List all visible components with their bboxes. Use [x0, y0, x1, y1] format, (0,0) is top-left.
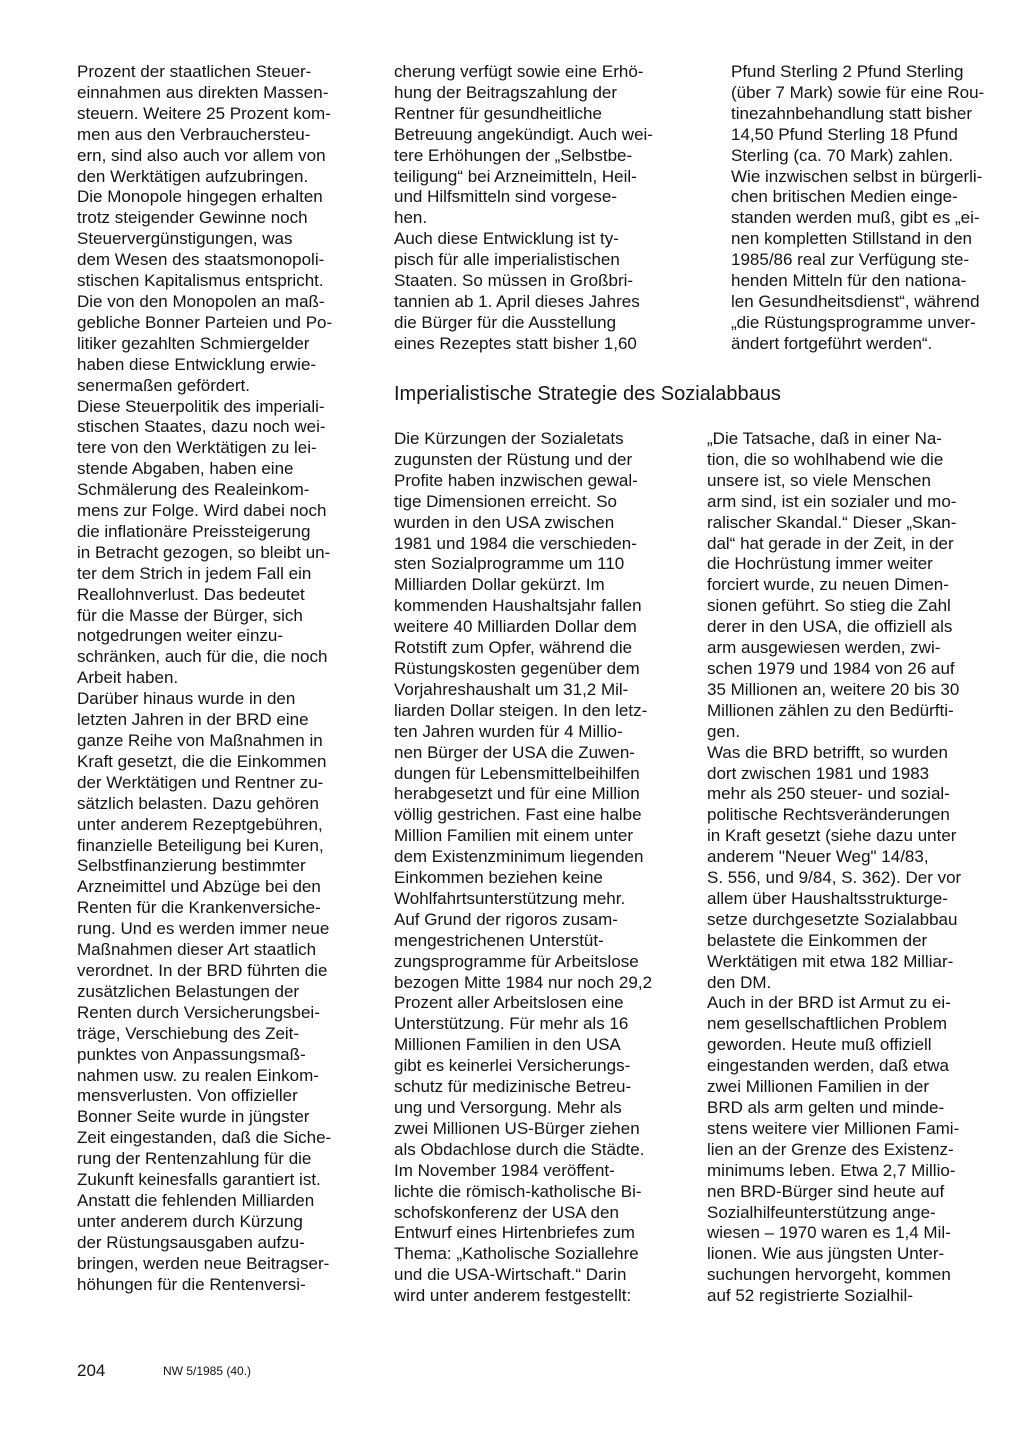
journal-issue: NW 5/1985 (40.) [163, 1364, 252, 1378]
text-line: men aus den Verbrauchersteu- [77, 124, 311, 144]
text-line: wurden in den USA zwischen [394, 512, 615, 532]
text-line: Arzneimittel und Abzüge bei den [77, 877, 321, 897]
paragraph [77, 397, 369, 690]
text-line: rung der Rentenzahlung für die [77, 1149, 312, 1169]
text-line: verordnet. In der BRD führten die [77, 960, 328, 980]
text-line: Diese Steuerpolitik des imperiali- [77, 396, 325, 416]
text-line: ung und Versorgung. Mehr als [394, 1098, 622, 1117]
text-line: notgedrungen weiter einzu- [77, 626, 284, 646]
text-line: punktes von Anpassungsmaß- [77, 1044, 306, 1064]
text-line: Bonner Seite wurde in jüngster [77, 1107, 310, 1127]
text-line: suchungen hervorgeht, kommen [707, 1265, 951, 1285]
text-line: zwei Millionen US-Bürger ziehen [394, 1118, 640, 1138]
text-line: eines Rezeptes statt bisher 1,60 [394, 333, 637, 353]
text-line: Wohlfahrtsunterstützung mehr. [394, 888, 626, 908]
text-line: in Betracht gezogen, so bleibt un- [77, 542, 331, 562]
text-line: steuern. Weitere 25 Prozent kom- [77, 103, 331, 123]
text-line: dal“ hat gerade in der Zeit, in der [707, 533, 954, 553]
paragraph [731, 62, 999, 355]
text-line: lichte die römisch-katholische Bi- [394, 1181, 642, 1201]
text-line: Die von den Monopolen an maß- [77, 291, 325, 311]
text-line: mens zur Folge. Wird dabei noch [77, 501, 327, 521]
text-line: hung der Beitragszahlung der [394, 82, 618, 102]
text-line: tion, die so wohlhabend wie die [707, 449, 944, 469]
text-line: Entwurf eines Hirtenbriefes zum [394, 1223, 635, 1243]
text-line: cherung verfügt sowie eine Erhö- [394, 62, 644, 81]
text-line: Einkommen beziehen keine [394, 868, 603, 888]
text-column-4 [394, 429, 684, 1307]
text-line: geworden. Heute muß offiziell [707, 1035, 932, 1055]
text-line: mensverlusten. Von offizieller [77, 1086, 298, 1106]
text-line: Milliarden Dollar gekürzt. Im [394, 575, 605, 595]
text-line: nen kompletten Stillstand in den [731, 229, 972, 249]
text-line: Wie inzwischen selbst in bürgerli- [731, 166, 983, 186]
text-line: ern, sind also auch vor allem von [77, 145, 326, 165]
text-line: dungen für Lebensmittelbeihilfen [394, 763, 640, 783]
text-line: Rüstungskosten gegenüber dem [394, 658, 640, 678]
text-line: zusätzlichen Belastungen der [77, 981, 300, 1001]
text-line: Million Familien mit einem unter [394, 826, 634, 846]
text-line: lionen. Wie aus jüngsten Unter- [707, 1244, 945, 1264]
text-line: senermaßen gefördert. [77, 375, 250, 395]
text-line: schränken, auch für die, die noch [77, 647, 328, 667]
text-line: henden Mitteln für den nationa- [731, 271, 967, 291]
text-line: sätzlich belasten. Dazu gehören [77, 793, 319, 813]
text-line: allem über Haushaltsstrukturge- [707, 888, 948, 908]
text-line: in Kraft gesetzt (siehe dazu unter [707, 826, 957, 846]
text-line: träge, Verschiebung des Zeit- [77, 1023, 300, 1043]
text-line: tannien ab 1. April dieses Jahres [394, 291, 640, 311]
text-line: len Gesundheitsdienst“, während [731, 291, 980, 311]
text-line: tinezahnbehandlung statt bisher [731, 103, 973, 123]
text-line: liarden Dollar steigen. In den letz- [394, 700, 648, 720]
text-line: rung. Und es werden immer neue [77, 919, 330, 939]
text-line: Zukunft keinesfalls garantiert ist. [77, 1170, 321, 1190]
text-line: „Die Tatsache, daß in einer Na- [707, 429, 942, 448]
text-line: Was die BRD betrifft, so wurden [707, 742, 948, 762]
text-line: standen werden muß, gibt es „ei- [731, 208, 980, 228]
text-line: letzten Jahren in der BRD eine [77, 710, 309, 730]
text-line: sionen geführt. So stieg die Zahl [707, 596, 951, 616]
text-line: gen. [707, 721, 741, 741]
text-line: ganze Reihe von Maßnahmen in [77, 731, 323, 750]
text-line: schutz für medizinische Betreu- [394, 1077, 632, 1097]
text-line: ter dem Strich in jedem Fall ein [77, 563, 312, 583]
text-line: Renten durch Versicherungsbei- [77, 1002, 320, 1022]
text-line: als Obdachlose durch die Städte. [394, 1139, 645, 1159]
text-line: chen britischen Medien einge- [731, 187, 958, 207]
text-line: bringen, werden neue Beitragser- [77, 1253, 330, 1273]
text-line: höhungen für die Rentenversi- [77, 1274, 306, 1294]
text-line: arm ausgewiesen werden, zwi- [707, 638, 941, 658]
text-line: lien an der Grenze des Existenz- [707, 1139, 954, 1159]
text-line: für die Masse der Bürger, sich [77, 605, 303, 625]
text-line: Prozent der staatlichen Steuer- [77, 62, 312, 81]
text-line: tige Dimensionen erreicht. So [394, 491, 618, 511]
text-line: ändert fortgeführt werden“. [731, 333, 933, 353]
text-line: Kraft gesetzt, die die Einkommen [77, 751, 327, 771]
text-line: belastete die Einkommen der [707, 930, 928, 950]
text-column-3 [731, 62, 999, 355]
text-line: eingestanden werden, daß etwa [707, 1056, 949, 1076]
text-line: Renten für die Krankenversiche- [77, 898, 321, 918]
text-line: Betreuung angekündigt. Auch wei- [394, 124, 653, 144]
text-line: Reallohnverlust. Das bedeutet [77, 584, 305, 604]
text-line: Arbeit haben. [77, 668, 179, 688]
text-line: die Bürger für die Ausstellung [394, 312, 617, 332]
text-line: 1981 und 1984 die verschieden- [394, 533, 637, 553]
text-line: nahmen usw. zu realen Einkom- [77, 1065, 319, 1085]
text-line: Darüber hinaus wurde in den [77, 689, 296, 709]
text-line: minimums leben. Etwa 2,7 Millio- [707, 1160, 956, 1180]
text-line: unter anderem Rezeptgebühren, [77, 814, 323, 834]
text-line: teiligung“ bei Arzneimitteln, Heil- [394, 166, 637, 186]
text-line: tere von den Werktätigen zu lei- [77, 438, 317, 458]
paragraph [77, 62, 369, 397]
text-line: forciert wurde, zu neuen Dimen- [707, 575, 949, 595]
text-line: die inflationäre Preissteigerung [77, 521, 311, 541]
text-line: bezogen Mitte 1984 nur noch 29,2 [394, 972, 653, 992]
text-line: dort zwischen 1981 und 1983 [707, 763, 930, 783]
paragraph [707, 429, 999, 743]
section-heading: Imperialistische Strategie des Sozialabbaus [394, 383, 781, 405]
text-line: nen BRD-Bürger sind heute auf [707, 1181, 945, 1201]
paragraph [707, 743, 999, 994]
text-line: politische Rechtsveränderungen [707, 805, 950, 825]
text-line: zwei Millionen Familien in der [707, 1077, 930, 1097]
text-line: Millionen Familien in den USA [394, 1035, 621, 1055]
text-line: auf 52 registrierte Sozialhil- [707, 1286, 913, 1306]
paragraph [394, 229, 684, 354]
text-line: Sterling (ca. 70 Mark) zahlen. [731, 145, 954, 165]
text-line: Auch in der BRD ist Armut zu ei- [707, 993, 951, 1013]
page-number: 204 [77, 1361, 106, 1380]
text-line: gebliche Bonner Parteien und Po- [77, 312, 333, 332]
text-line: zugunsten der Rüstung und der [394, 449, 633, 469]
text-line: Vorjahreshaushalt um 31,2 Mil- [394, 679, 629, 699]
text-line: Zeit eingestanden, daß die Siche- [77, 1128, 332, 1148]
text-line: zungsprogramme für Arbeitslose [394, 951, 639, 971]
text-line: Selbstfinanzierung bestimmter [77, 856, 306, 876]
text-line: einnahmen aus direkten Massen- [77, 82, 329, 102]
text-line: stischen Kapitalismus entspricht. [77, 271, 324, 291]
paragraph [394, 429, 684, 1307]
text-line: Profite haben inzwischen gewal- [394, 470, 638, 490]
text-line: Prozent aller Arbeitslosen eine [394, 993, 624, 1013]
text-line: arm sind, ist ein sozialer und mo- [707, 491, 957, 511]
text-line: stischen Staates, dazu noch wei- [77, 417, 326, 437]
text-line: Werktätigen mit etwa 182 Milliar- [707, 951, 954, 971]
text-line: wiesen – 1970 waren es 1,4 Mil- [707, 1223, 951, 1243]
text-line: den DM. [707, 972, 772, 992]
text-line: Sozialhilfeunterstützung ange- [707, 1202, 936, 1222]
text-line: und die USA-Wirtschaft.“ Darin [394, 1265, 627, 1285]
text-column-5 [707, 429, 999, 1307]
text-line: hen. [394, 208, 428, 228]
text-line: Millionen zählen zu den Bedürfti- [707, 700, 954, 720]
text-line: stende Abgaben, haben eine [77, 459, 294, 479]
text-line: Maßnahmen dieser Art staatlich [77, 940, 317, 960]
paragraph [77, 1191, 369, 1296]
text-line: herabgesetzt und für eine Million [394, 784, 640, 804]
text-line: tere Erhöhungen der „Selbstbe- [394, 145, 633, 165]
paragraph [707, 993, 999, 1307]
text-line: nen Bürger der USA die Zuwen- [394, 742, 635, 762]
text-line: den Werktätigen aufzubringen. [77, 166, 309, 186]
text-line: finanzielle Beteiligung bei Kuren, [77, 835, 324, 855]
text-line: Thema: „Katholische Soziallehre [394, 1244, 639, 1264]
text-line: setze durchgesetzte Sozialabbau [707, 909, 958, 929]
paragraph [77, 689, 369, 1191]
text-line: Pfund Sterling 2 Pfund Sterling [731, 62, 964, 81]
text-line: sten Sozialprogramme um 110 [394, 554, 625, 574]
text-line: 14,50 Pfund Sterling 18 Pfund [731, 124, 958, 144]
text-line: Staaten. So müssen in Großbri- [394, 271, 634, 291]
paragraph [394, 62, 684, 229]
text-line: weitere 40 Milliarden Dollar dem [394, 617, 637, 637]
text-line: Rentner für gesundheitliche [394, 103, 602, 123]
text-line: schofskonferenz der USA den [394, 1202, 619, 1222]
text-line: Im November 1984 veröffent- [394, 1160, 615, 1180]
text-line: Die Kürzungen der Sozialetats [394, 429, 624, 448]
text-line: schen 1979 und 1984 von 26 auf [707, 658, 955, 678]
text-column-1 [77, 62, 369, 1295]
text-line: unter anderem durch Kürzung [77, 1211, 303, 1231]
text-line: 1985/86 real zur Verfügung ste- [731, 250, 970, 270]
text-line: pisch für alle imperialistischen [394, 250, 620, 270]
text-line: haben diese Entwicklung erwie- [77, 354, 317, 374]
text-line: Rotstift zum Opfer, während die [394, 638, 633, 658]
text-line: unsere ist, so viele Menschen [707, 470, 931, 490]
text-line: litiker gezahlten Schmiergelder [77, 333, 310, 353]
text-line: mengestrichenen Unterstüt- [394, 930, 604, 950]
text-line: 35 Millionen an, weitere 20 bis 30 [707, 679, 960, 699]
text-line: trotz steigender Gewinne noch [77, 208, 308, 228]
text-line: S. 556, und 9/84, S. 362). Der vor [707, 868, 962, 888]
text-line: ralischer Skandal.“ Dieser „Skan- [707, 512, 957, 532]
text-line: ten Jahren wurden für 4 Millio- [394, 721, 623, 741]
text-line: mehr als 250 steuer- und sozial- [707, 784, 950, 804]
text-line: die Hochrüstung immer weiter [707, 554, 933, 574]
text-line: stens weitere vier Millionen Fami- [707, 1118, 960, 1138]
text-line: Steuervergünstigungen, was [77, 229, 293, 249]
text-line: Auch diese Entwicklung ist ty- [394, 229, 619, 249]
text-line: BRD als arm gelten und minde- [707, 1098, 945, 1117]
text-line: kommenden Haushaltsjahr fallen [394, 596, 642, 616]
text-line: dem Existenzminimum liegenden [394, 847, 644, 867]
text-line: anderem "Neuer Weg" 14/83, [707, 847, 929, 867]
text-line: „die Rüstungsprogramme unver- [731, 312, 976, 332]
text-line: gibt es keinerlei Versicherungs- [394, 1056, 631, 1076]
text-column-2 [394, 62, 684, 355]
text-line: (über 7 Mark) sowie für eine Rou- [731, 82, 985, 102]
text-line: wird unter anderem festgestellt: [394, 1286, 632, 1306]
text-line: der Rüstungsausgaben aufzu- [77, 1232, 305, 1252]
text-line: und Hilfsmitteln sind vorgese- [394, 187, 617, 207]
text-line: Schmälerung des Realeinkom- [77, 480, 310, 500]
text-line: Unterstützung. Für mehr als 16 [394, 1014, 629, 1034]
text-line: derer in den USA, die offiziell als [707, 617, 953, 637]
text-line: dem Wesen des staatsmonopoli- [77, 250, 325, 270]
text-line: nem gesellschaftlichen Problem [707, 1014, 948, 1034]
text-line: Anstatt die fehlenden Milliarden [77, 1190, 315, 1210]
text-line: völlig gestrichen. Fast eine halbe [394, 805, 642, 825]
text-line: Die Monopole hingegen erhalten [77, 187, 323, 207]
text-line: Auf Grund der rigoros zusam- [394, 909, 618, 929]
text-line: der Werktätigen und Rentner zu- [77, 772, 324, 792]
